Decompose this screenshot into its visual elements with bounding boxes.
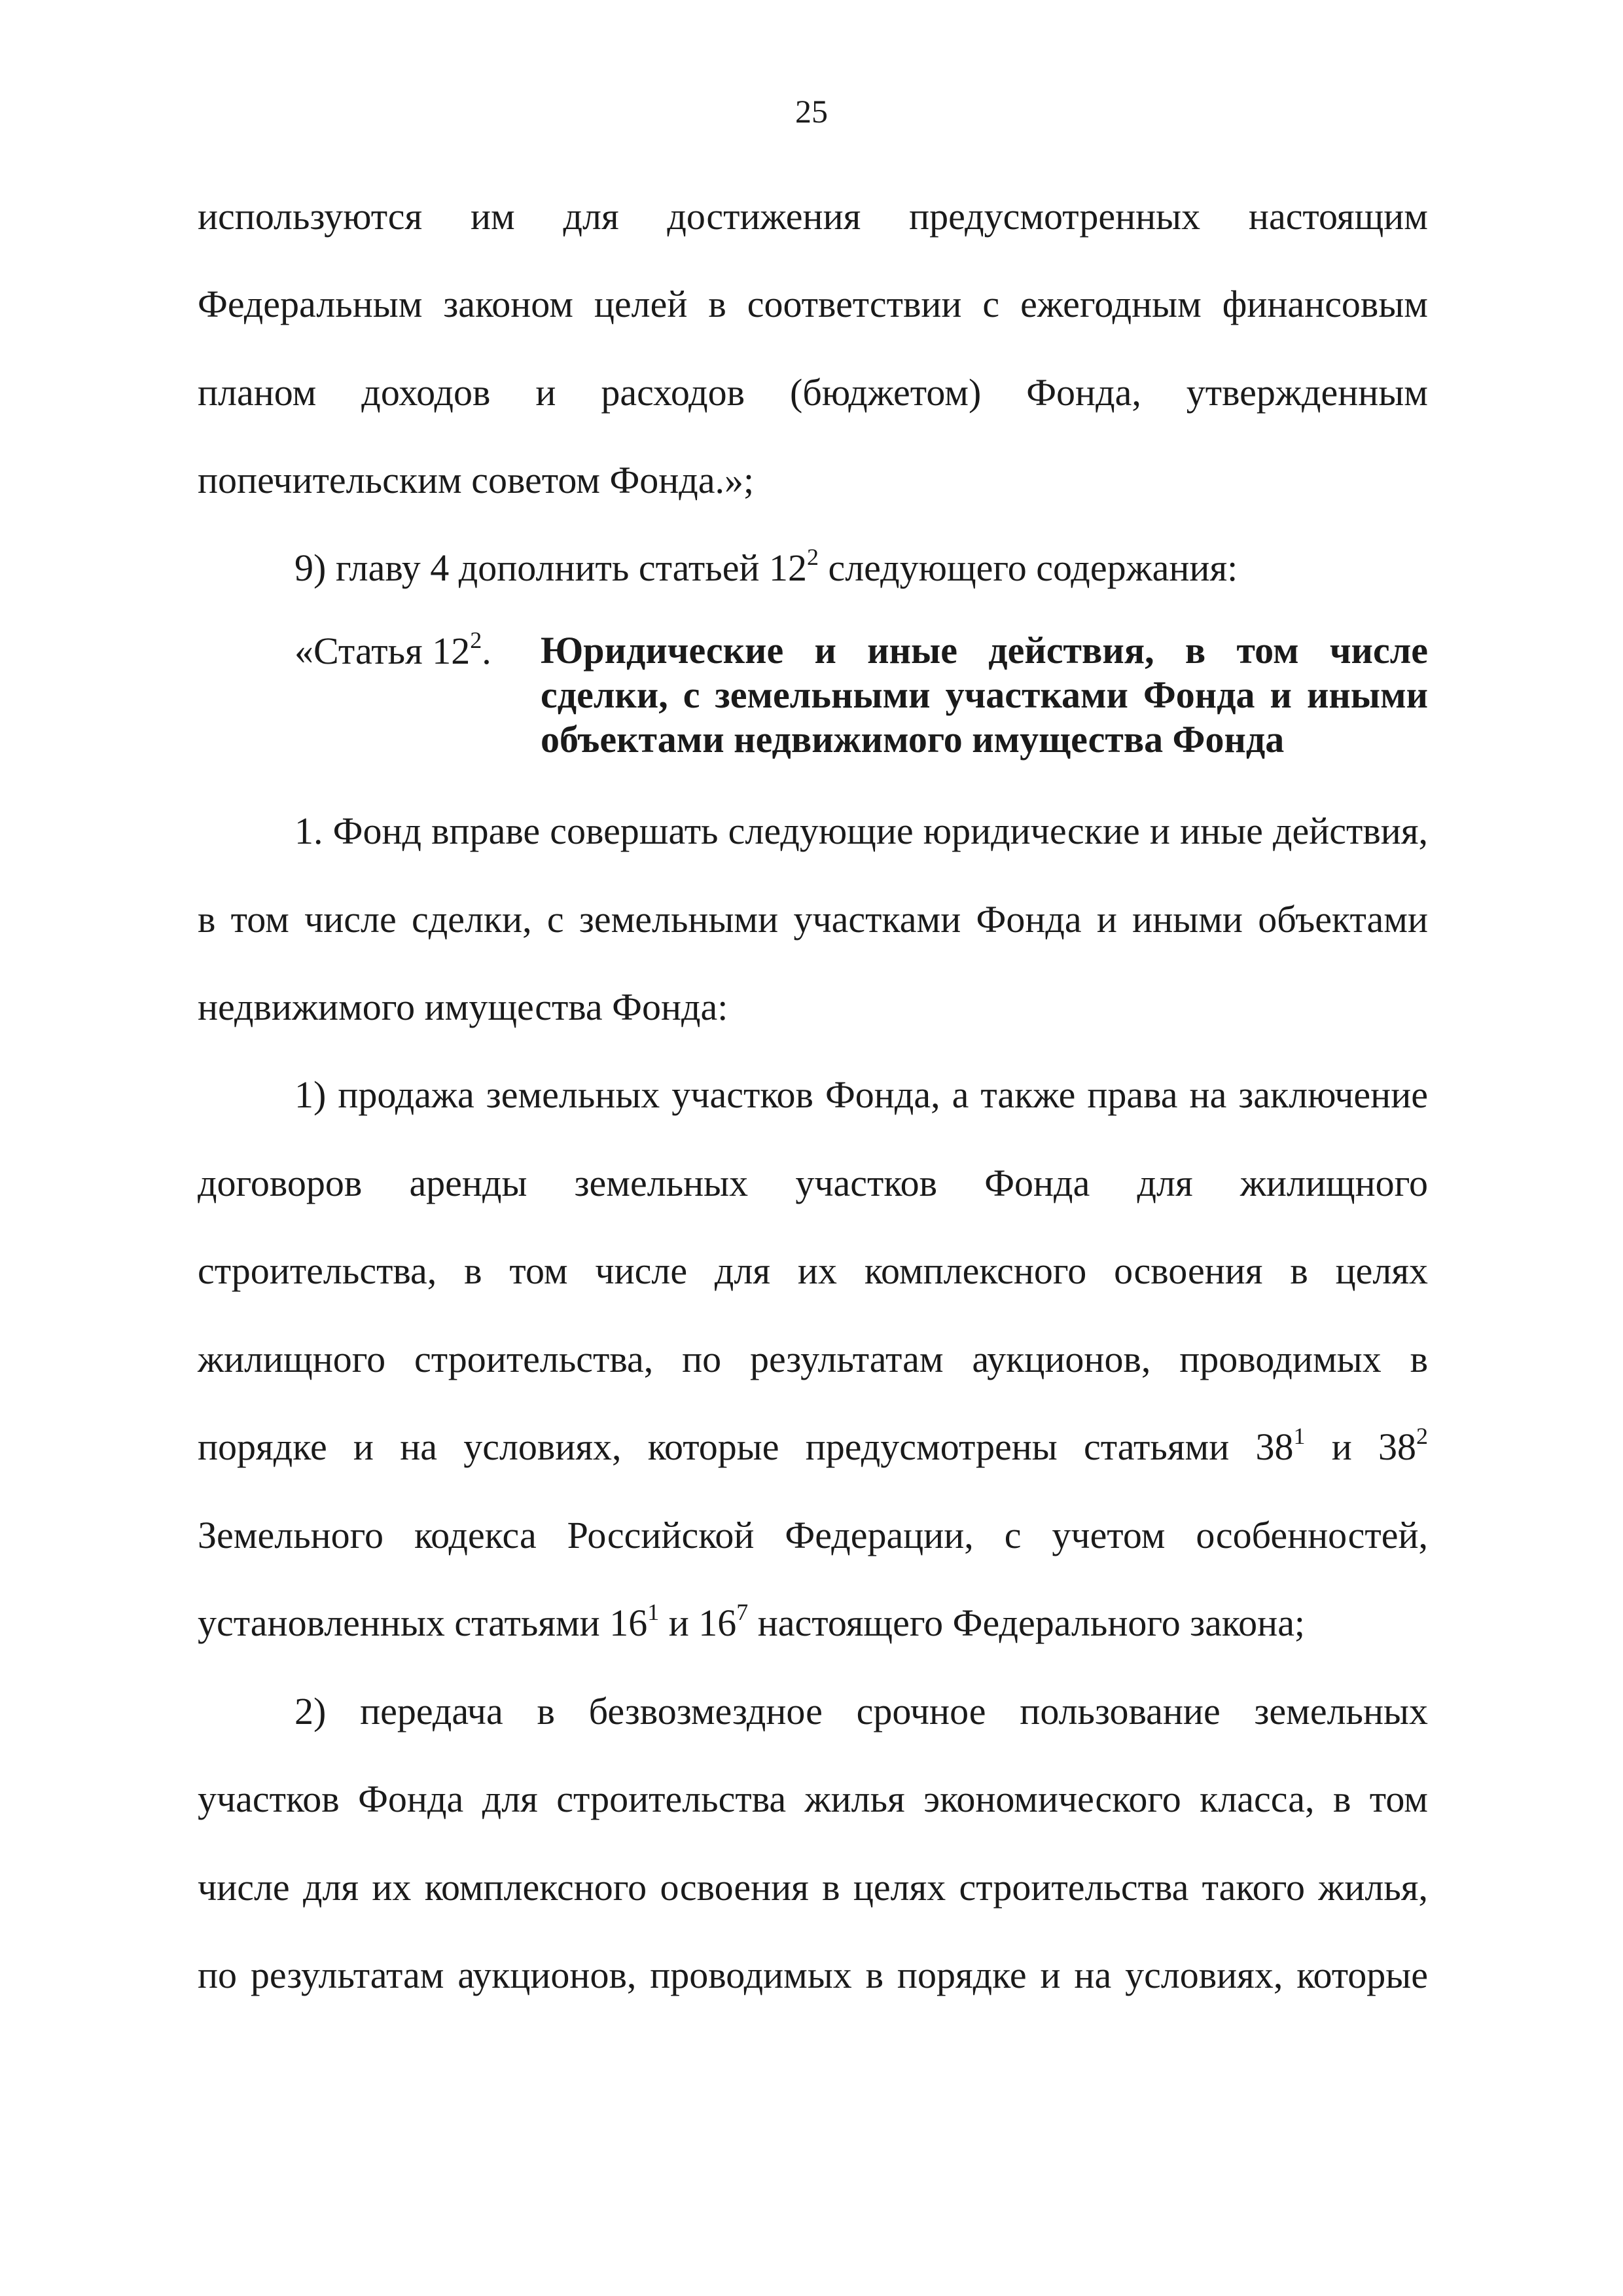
text-line: жилищного строительства, по результатам аукционов, проводимых в <box>198 1338 1428 1380</box>
text-span: настоящего Федерального закона; <box>748 1602 1306 1644</box>
article-label <box>294 628 491 674</box>
article-title-line: объектами недвижимого имущества Фонда <box>541 718 1285 761</box>
article-heading <box>294 628 1428 772</box>
text-line: попечительским советом Фонда.»; <box>198 459 755 501</box>
text-span: порядке и на условиях, которые предусмотрены статьями 38 <box>198 1426 1294 1468</box>
article-title-line: сделки, с земельными участками Фонда и иными <box>541 673 1428 716</box>
article-title-line: Юридические и иные действия, в том числе <box>541 629 1428 672</box>
text-line: строительства, в том числе для их комплексного освоения в целях <box>198 1249 1428 1292</box>
superscript: 2 <box>806 543 819 570</box>
text-line: Земельного кодекса Российской Федерации, с учетом особенностей, <box>198 1514 1428 1556</box>
text-line: участков Фонда для строительства жилья экономического класса, в том <box>198 1778 1428 1820</box>
text-line: по результатам аукционов, проводимых в порядке и на условиях, которые <box>198 1954 1428 1996</box>
amendment-text: 9) главу 4 дополнить статьей 12 <box>294 547 807 589</box>
superscript: 7 <box>736 1598 749 1625</box>
text-line: используются им для достижения предусмотренных настоящим <box>198 195 1428 238</box>
superscript: 2 <box>1416 1422 1428 1449</box>
text-line <box>198 1424 1428 1470</box>
text-span: установленных статьями 16 <box>198 1602 648 1644</box>
text-line <box>198 1600 1428 1646</box>
text-line: 2) передача в безвозмездное срочное пользование земельных <box>294 1690 1428 1732</box>
article-label-dot: . <box>482 630 491 672</box>
amendment-line <box>294 545 1428 591</box>
text-line: договоров аренды земельных участков Фонда для жилищного <box>198 1162 1428 1204</box>
text-line: числе для их комплексного освоения в целях строительства такого жилья, <box>198 1866 1428 1909</box>
text-line: планом доходов и расходов (бюджетом) Фонда, утвержденным <box>198 371 1428 414</box>
superscript: 1 <box>1293 1422 1306 1449</box>
text-span: и 16 <box>659 1602 737 1644</box>
text-line: Федеральным законом целей в соответствии с ежегодным финансовым <box>198 283 1428 325</box>
superscript: 1 <box>647 1598 660 1625</box>
text-line: в том числе сделки, с земельными участками Фонда и иными объектами <box>198 898 1428 941</box>
text-line: недвижимого имущества Фонда: <box>198 986 728 1028</box>
page-number: 25 <box>795 93 828 130</box>
text-line: 1) продажа земельных участков Фонда, а также права на заключение <box>294 1073 1428 1116</box>
superscript: 2 <box>470 626 482 653</box>
text-line: 1. Фонд вправе совершать следующие юридические и иные действия, <box>294 810 1428 852</box>
article-label-text: «Статья 12 <box>294 630 471 672</box>
text-span: и 38 <box>1305 1426 1416 1468</box>
amendment-text-end: следующего содержания: <box>818 547 1238 589</box>
article-title <box>541 628 1428 762</box>
